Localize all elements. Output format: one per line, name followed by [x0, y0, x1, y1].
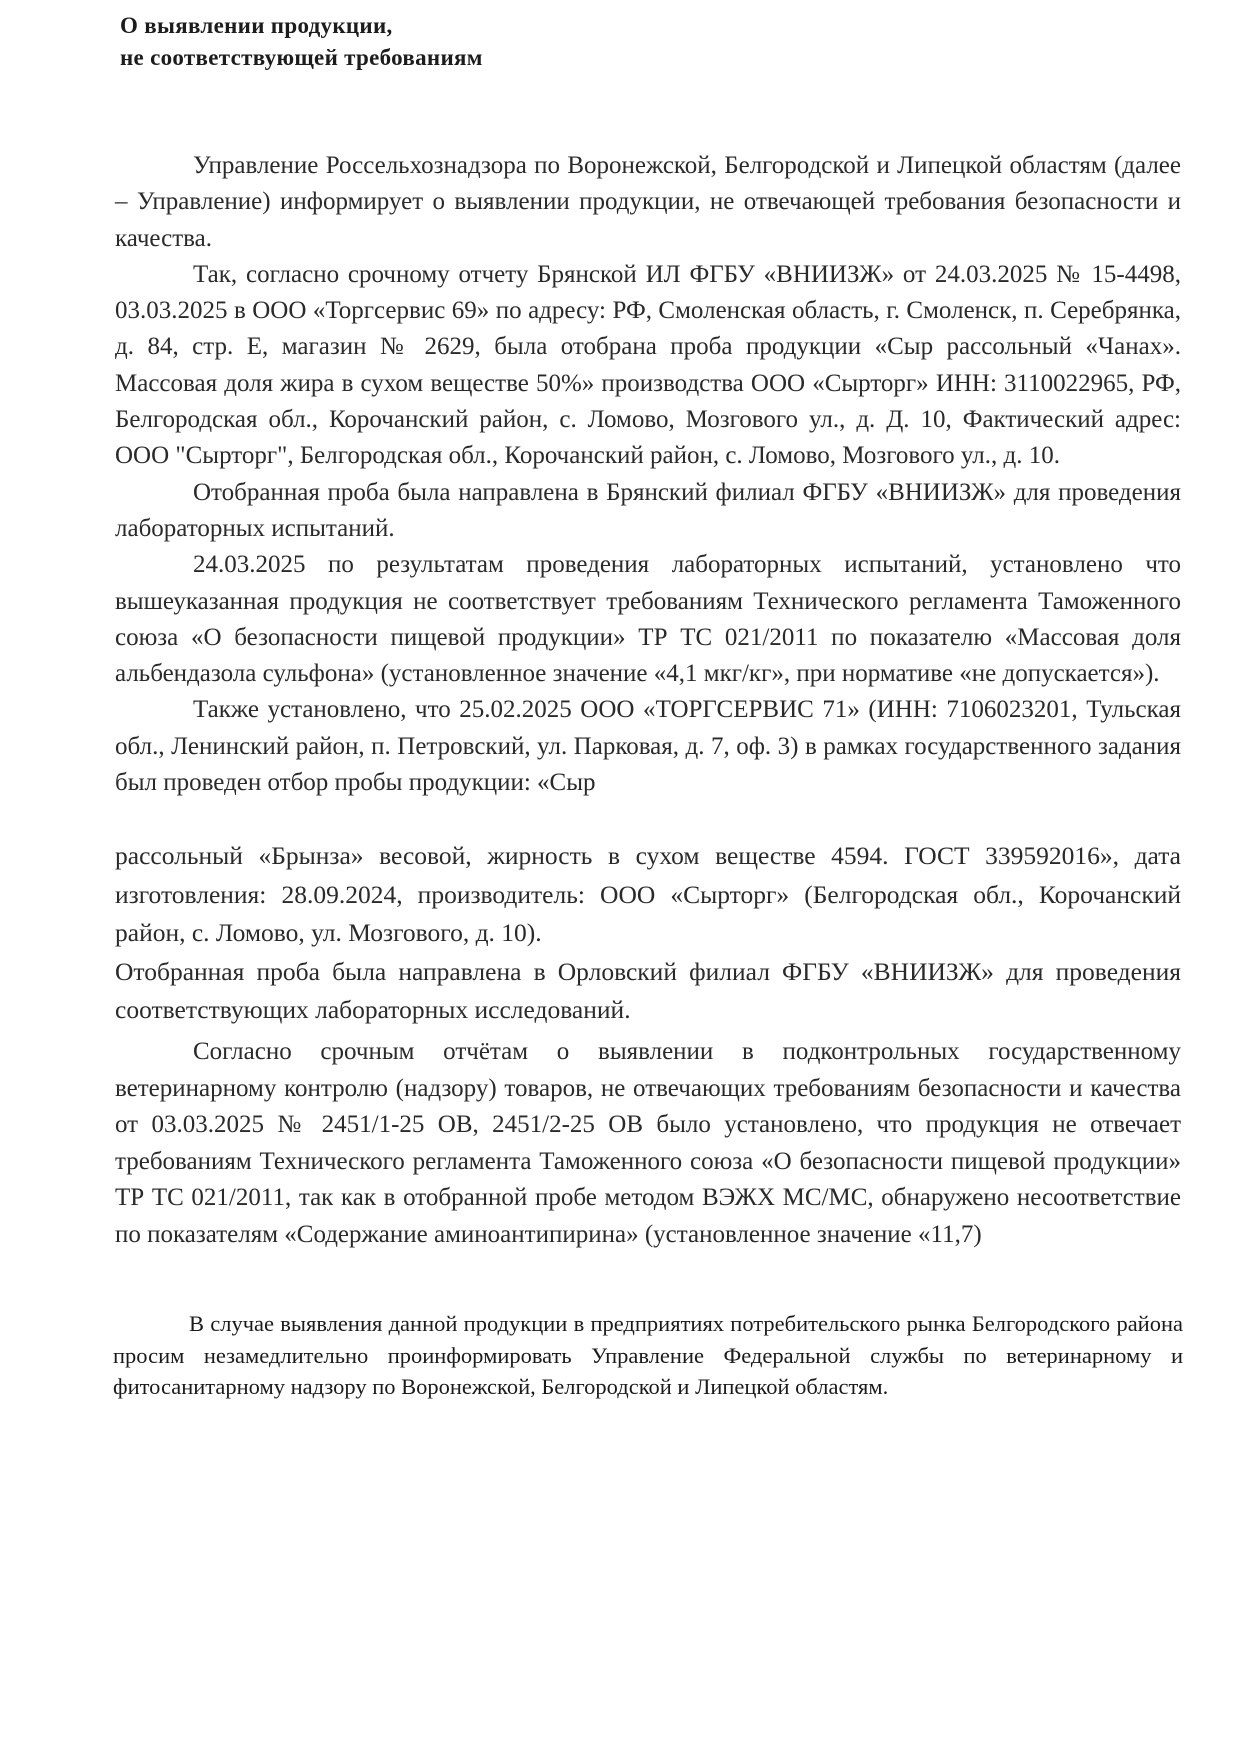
closing-section: [113, 1308, 1183, 1403]
paragraph-urgent-reports: Согласно срочным отчётам о выявлении в подконтрольных государственному ветеринарному контролю (надзору) товаров, не отвечающих требованиям безопасности и качества от 03.03.2025 № 2451/1-25 ОВ, 2451/2-25 ОВ было установлено, что продукция не отвечает требованиям Технического регламента Таможенного союза «О безопасности пищевой продукции» ТР ТС 021/2011, так как в отобранной пробе методом ВЭЖХ МС/МС, обнаружено несоответствие по показателям «Содержание аминоантипирина» (установленное значение «11,7): [115, 1038, 1181, 1248]
paragraph-sample-sent-bryansk: Отобранная проба была направлена в Брянский филиал ФГБУ «ВНИИЗЖ» для проведения лабораторных испытаний.: [115, 478, 1181, 542]
paragraph-torgservis-71: Также установлено, что 25.02.2025 ООО «ТОРГСЕРВИС 71» (ИНН: 7106023201, Тульская обл., Ленинский район, п. Петровский, ул. Парковая, д. 7, оф. 3) в рамках государственного задания был проведен отбор пробы продукции: «Сыр: [115, 696, 1181, 797]
paragraph-intro: Управление Россельхознадзора по Воронежской, Белгородской и Липецкой областям (далее – Управление) информирует о выявлении продукции, не отвечающей требования безопасности и качества.: [115, 152, 1181, 252]
document-title: [120, 10, 483, 74]
paragraph-sample-sent-oryol: Отобранная проба была направлена в Орловский филиал ФГБУ «ВНИИЗЖ» для проведения соответствующих лабораторных исследований.: [115, 956, 1181, 1024]
paragraph-bryansk-report: Так, согласно срочному отчету Брянской ИЛ ФГБУ «ВНИИЗЖ» от 24.03.2025 № 15-4498, 03.03.2025 в ООО «Торгсервис 69» по адресу: РФ, Смоленская область, г. Смоленск, п. Серебрянка, д. 84, стр. Е, магазин № 2629, была отобрана проба продукции «Сыр рассольный «Чанах». Массовая доля жира в сухом веществе 50%» производства ООО «Сырторг» ИНН: 3110022965, РФ, Белгородская обл., Корочанский район, с. Ломово, Мозгового ул., д. Д. 10, Фактический адрес: ООО "Сырторг", Белгородская обл., Корочанский район, с. Ломово, Мозгового ул., д. 10.: [115, 260, 1181, 470]
body-section-urgent-reports: [115, 1034, 1181, 1253]
paragraph-bryndza-continuation: рассольный «Брынза» весовой, жирность в сухом веществе 4594. ГОСТ 339592016», дата изготовления: 28.09.2024, производитель: ООО «Сырторг» (Белгородская обл., Корочанский район, с. Ломово, ул. Мозгового, д. 10).: [115, 841, 1181, 947]
title-line-1: О выявлении продукции,: [120, 13, 393, 38]
paragraph-closing-request: В случае выявления данной продукции в предприятиях потребительского рынка Белгородского района просим незамедлительно проинформировать Управление Федеральной службы по ветеринарному и фитосанитарному надзору по Воронежской, Белгородской и Липецкой областям.: [113, 1311, 1183, 1399]
title-line-2: не соответствующей требованиям: [120, 45, 483, 70]
body-section-main: [115, 148, 1181, 801]
body-section-bryndza: [115, 837, 1181, 1030]
paragraph-test-results: 24.03.2025 по результатам проведения лабораторных испытаний, установлено что вышеуказанная продукция не соответствует требованиям Технического регламента Таможенного союза «О безопасности пищевой продукции» ТР ТС 021/2011 по показателю «Массовая доля альбендазола сульфона» (установленное значение «4,1 мкг/кг», при нормативе «не допускается»).: [115, 551, 1181, 688]
